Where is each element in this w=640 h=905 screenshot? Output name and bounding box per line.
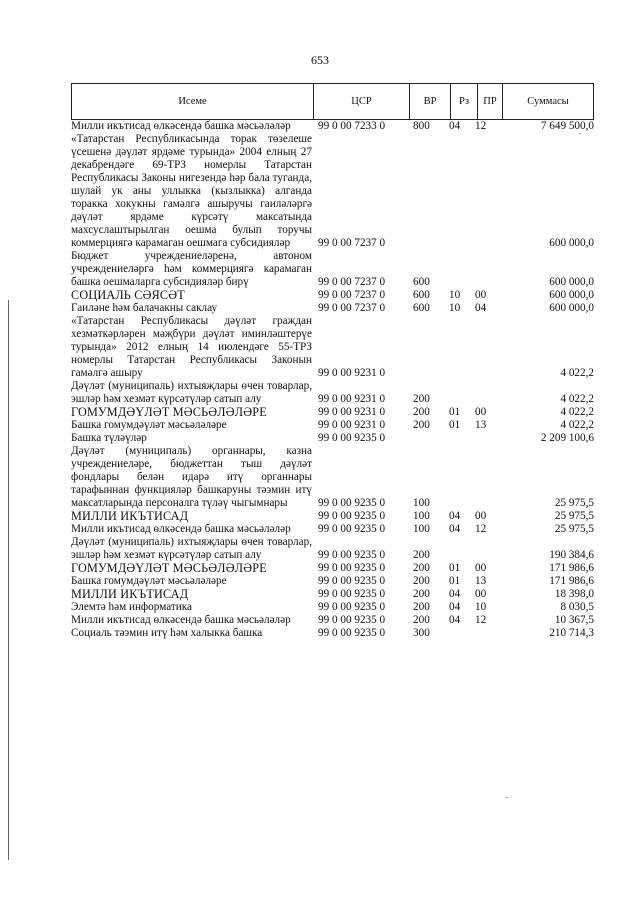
table-row [71, 523, 594, 536]
row-name: Милли икътисад өлкәсендә башка мәсьәләләр [71, 523, 291, 535]
row-name: ГОМУМДӘҮЛӘТ МӘСЬӘЛӘЛӘРЕ [71, 561, 267, 575]
header-pr: ПР [478, 84, 503, 119]
row-sum: 171 986,6 [549, 575, 594, 587]
table-row [71, 627, 594, 640]
row-csr: 99 0 00 9235 0 [318, 601, 386, 613]
row-sum: 18 398,0 [554, 588, 594, 600]
row-csr: 99 0 00 9235 0 [318, 432, 386, 444]
row-pr: 00 [475, 588, 487, 600]
table-row [71, 601, 594, 614]
row-pr: 00 [475, 406, 487, 418]
row-sum: 25 975,5 [554, 523, 594, 535]
row-vr: 100 [413, 497, 430, 509]
row-vr: 100 [413, 523, 430, 535]
row-csr: 99 0 00 9231 0 [318, 393, 386, 405]
row-rz: 10 [449, 289, 461, 301]
row-csr: 99 0 00 7237 0 [318, 276, 386, 288]
row-name: СОЦИАЛЬ СӘЯСӘТ [71, 288, 185, 302]
table-row [71, 289, 594, 302]
table-row [71, 562, 594, 575]
row-sum: 25 975,5 [554, 497, 594, 509]
scan-edge-line [8, 300, 9, 860]
table-row [71, 432, 594, 445]
row-sum: 4 022,2 [560, 393, 594, 405]
table-row [71, 315, 594, 380]
row-sum: 600 000,0 [549, 302, 594, 314]
row-rz: 04 [449, 588, 461, 600]
row-csr: 99 0 00 9235 0 [318, 588, 386, 600]
row-vr: 200 [413, 588, 430, 600]
row-csr: 99 0 00 9235 0 [318, 497, 386, 509]
row-csr: 99 0 00 9235 0 [318, 562, 386, 574]
row-vr: 600 [413, 302, 430, 314]
row-rz: 04 [449, 523, 461, 535]
row-rz: 01 [449, 562, 461, 574]
header-sum: Суммасы [527, 96, 569, 107]
row-sum: 190 384,6 [549, 549, 594, 561]
row-csr: 99 0 00 9231 0 [318, 406, 386, 418]
row-name: Бюджет учреждениеләренә, автоном учреждениеләргә һәм коммерциягә карамаган башка оешмаларга субсидияләр бирү [71, 250, 312, 288]
page-number: 653 [311, 53, 329, 67]
header-name: Исеме [72, 84, 314, 119]
row-vr: 100 [413, 510, 430, 522]
budget-table [71, 83, 594, 640]
row-pr: 13 [475, 419, 487, 431]
row-rz: 04 [449, 120, 461, 132]
row-csr: 99 0 00 7237 0 [318, 302, 386, 314]
row-sum: 600 000,0 [549, 276, 594, 288]
row-name: Дәүләт (муниципаль) ихтыяҗлары өчен товарлар, эшләр һәм хезмәт күрсәтүләр сатып алу [71, 380, 312, 405]
row-name: Гаиләне һәм балачакны саклау [71, 302, 218, 314]
header-csr: ЦСР [314, 84, 410, 119]
row-vr: 200 [413, 562, 430, 574]
row-rz: 04 [449, 601, 461, 613]
row-rz: 01 [449, 406, 461, 418]
row-sum: 10 367,5 [554, 614, 594, 626]
scan-speck [579, 133, 581, 134]
table-row [71, 380, 594, 406]
row-name: Милли икътисад өлкәсендә башка мәсьәләләр [71, 120, 291, 132]
table-row [71, 120, 594, 133]
row-sum: 210 714,3 [549, 627, 594, 639]
row-vr: 200 [413, 601, 430, 613]
header-rz: Рз [451, 84, 478, 119]
row-sum: 600 000,0 [549, 289, 594, 301]
row-sum: 8 030,5 [560, 601, 594, 613]
row-name: МИЛЛИ ИКЪТИСАД [71, 509, 189, 523]
row-csr: 99 0 00 9231 0 [318, 419, 386, 431]
row-name: «Татарстан Республикасы дәүләт граждан хезмәткәрләрен мәҗбүри дәүләт иминләштерүе турында» 2012 елның 14 июлендәге 55-ТРЗ номерлы Татарстан Республикасы Законын гамәлгә ашыру [71, 315, 312, 379]
row-csr: 99 0 00 9235 0 [318, 549, 386, 561]
row-sum: 600 000,0 [549, 237, 594, 249]
table-row [71, 406, 594, 419]
table-row [71, 614, 594, 627]
row-pr: 13 [475, 575, 487, 587]
row-pr: 00 [475, 562, 487, 574]
row-name: ГОМУМДӘҮЛӘТ МӘСЬӘЛӘЛӘРЕ [71, 405, 267, 419]
row-rz: 10 [449, 302, 461, 314]
row-vr: 200 [413, 614, 430, 626]
row-name: Социаль тәэмин итү һәм халыкка башка [71, 627, 263, 639]
row-pr: 10 [475, 601, 487, 613]
row-vr: 200 [413, 406, 430, 418]
row-name: МИЛЛИ ИКЪТИСАД [71, 587, 189, 601]
row-pr: 00 [475, 289, 487, 301]
row-csr: 99 0 00 7237 0 [318, 237, 386, 249]
table-row [71, 445, 594, 510]
row-csr: 99 0 00 9235 0 [318, 510, 386, 522]
row-vr: 600 [413, 289, 430, 301]
row-csr: 99 0 00 9235 0 [318, 614, 386, 626]
row-pr: 12 [475, 614, 487, 626]
row-vr: 200 [413, 393, 430, 405]
row-pr: 04 [475, 302, 487, 314]
row-name: Башка гомумдәүләт мәсьәләләре [71, 575, 227, 587]
row-csr: 99 0 00 9235 0 [318, 575, 386, 587]
row-pr: 12 [475, 523, 487, 535]
row-vr: 600 [413, 276, 430, 288]
row-sum: 7 649 500,0 [540, 120, 594, 132]
row-csr: 99 0 00 9235 0 [318, 627, 386, 639]
row-sum: 4 022,2 [560, 419, 594, 431]
header-vr: ВР [410, 84, 451, 119]
scan-speck [506, 797, 508, 798]
table-row [71, 588, 594, 601]
row-name: Милли икътисад өлкәсендә башка мәсьәләләр [71, 614, 291, 626]
row-sum: 2 209 100,6 [540, 432, 594, 444]
table-row [71, 133, 594, 250]
row-csr: 99 0 00 7233 0 [318, 120, 386, 132]
table-body [71, 120, 594, 640]
row-rz: 04 [449, 510, 461, 522]
row-name: «Татарстан Республикасында торак төзелеше үсешенә дәүләт ярдәме турында» 2004 елның 27 декабрендәге 69-ТРЗ номерлы Татарстан Республикасы Законы нигезендә һәр бала туганда, шулай ук аны уллыкка (кызлыкка) алганда торакка хокукны гамәлгә ашыручы гаиләләргә дәүләт ярдәме күрсәтү максатында махсуслаштырылган оешма булып торучы коммерциягә карамаган оешмага субсидияләр [71, 133, 312, 249]
table-row [71, 419, 594, 432]
row-pr: 00 [475, 510, 487, 522]
row-rz: 01 [449, 419, 461, 431]
row-csr: 99 0 00 9235 0 [318, 523, 386, 535]
table-header [71, 83, 594, 120]
row-csr: 99 0 00 7237 0 [318, 289, 386, 301]
row-csr: 99 0 00 9231 0 [318, 367, 386, 379]
row-vr: 200 [413, 419, 430, 431]
row-pr: 12 [475, 120, 487, 132]
row-vr: 800 [413, 120, 430, 132]
row-rz: 01 [449, 575, 461, 587]
row-sum: 25 975,5 [554, 510, 594, 522]
table-row [71, 302, 594, 315]
table-row [71, 250, 594, 289]
row-name: Башка гомумдәүләт мәсьәләләре [71, 419, 227, 431]
row-sum: 4 022,2 [560, 367, 594, 379]
row-vr: 200 [413, 549, 430, 561]
row-rz: 04 [449, 614, 461, 626]
row-name: Башка түләүләр [71, 432, 147, 444]
row-sum: 171 986,6 [549, 562, 594, 574]
table-row [71, 510, 594, 523]
row-vr: 200 [413, 575, 430, 587]
row-vr: 300 [413, 627, 430, 639]
row-name: Дәүләт (муниципаль) органнары, казна учреждениеләре, бюджеттан тыш дәүләт фондлары белән идарә итү органнары тарафыннан функцияләр башкаруны тәэмин итү максатларында персоналга түләү чыгымнары [71, 445, 312, 509]
table-row [71, 536, 594, 562]
row-name: Дәүләт (муниципаль) ихтыяҗлары өчен товарлар, эшләр һәм хезмәт күрсәтүләр сатып алу [71, 536, 312, 561]
row-sum: 4 022,2 [560, 406, 594, 418]
row-name: Элемтә һәм информатика [71, 601, 192, 613]
